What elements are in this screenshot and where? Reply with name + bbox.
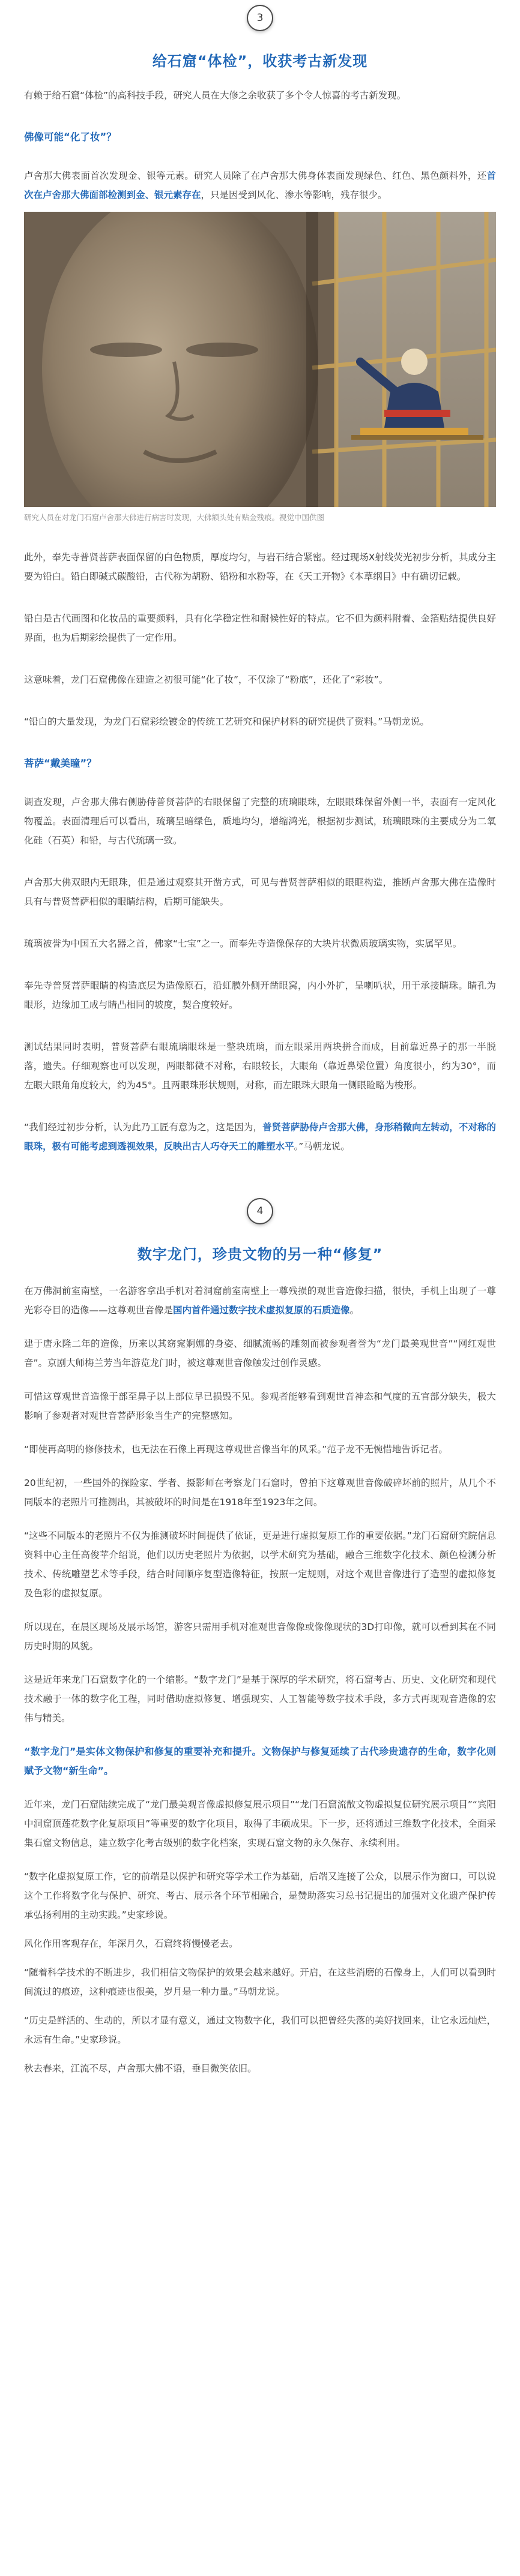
- section-4-badge-wrap: [0, 1198, 520, 1224]
- section-4-title: 数字龙门，珍贵文物的另一种“修复”: [137, 1246, 383, 1263]
- paragraph: 这意味着，龙门石窟佛像在建造之初很可能“化了妆”，不仅涂了“粉底”，还化了“彩妆”。: [24, 674, 388, 685]
- paragraph: “即使再高明的修修技术，也无法在石像上再现这尊观世音像当年的风采。”范子龙不无惋惜地告诉记者。: [24, 1444, 448, 1455]
- highlight-paragraph: “数字龙门”是实体文物保护和修复的重要补充和提升。文物保护与修复延续了古代珍贵遗存的生命，数字化则赋予文物“新生命”。: [24, 1746, 496, 1776]
- paragraph: 20世纪初，一些国外的探险家、学者、摄影师在考察龙门石窟时，曾拍下这尊观世音像破碎坏前的照片，从几个不同版本的老照片可推测出，其被破坏的时间是在1918年至1923年之间。: [24, 1478, 496, 1508]
- highlight-text: 首次在卢舍那大佛面部检测到金、银元素存在: [24, 170, 496, 200]
- subheading-makeup: 佛像可能“化了妆”？: [24, 131, 116, 143]
- closing-paragraph: 秋去春来，江流不尽，卢舍那大佛不语，垂目微笑依旧。: [24, 2063, 257, 2074]
- paragraph: 可惜这尊观世音造像于部至鼻子以上部位早已损毁不见。参观者能够看到观世音神态和气度的五官部分缺失，极大影响了参观者对观世音菩萨形象当生产的完整感知。: [24, 1391, 496, 1421]
- paragraph: 调查发现，卢舍那大佛右侧胁侍普贤菩萨的右眼保留了完整的琉璃眼珠，左眼眼珠保留外侧一半，表面有一定风化物覆盖。表面清理后可以看出，琉璃呈暗绿色，质地均匀，增缩鸿光，根据初步测试，琉璃眼珠的主要成分为二氧化硅（石英）和铅，与古代琉璃一致。: [24, 797, 496, 846]
- buddha-restoration-image: [24, 212, 496, 507]
- subheading-pupil: 菩萨“戴美瞳”？: [24, 758, 97, 769]
- paragraph: “历史是鲜活的、生动的，所以才显有意义，通过文物数字化，我们可以把曾经失落的美好找回来，让它永远灿烂，永远有生命。”史家珍说。: [24, 2015, 496, 2045]
- paragraph: 卢舍那大佛双眼内无眼珠，但是通过观察其开凿方式，可见与普贤菩萨相似的眼眶构造，推断卢舍那大佛在造像时具有与普贤菩萨相似的眼睛结构，后期可能缺失。: [24, 877, 496, 907]
- paragraph: 这是近年来龙门石窟数字化的一个缩影。“数字龙门”是基于深厚的学术研究，将石窟考古、历史、文化研究和现代技术融于一体的数字化工程，同时借助虚拟修复、增强现实、人工智能等数字技术手段，多方式再现观音造像的宏伟与精美。: [24, 1674, 496, 1724]
- paragraph: 奉先寺普贤菩萨眼睛的构造底层为造像原石，沿虹膜外侧开凿眼窝，内小外扩，呈喇叭状，用于承接睛珠。睛孔为眼形，边缘加工成与睛凸相同的坡度，契合度较好。: [24, 980, 496, 1010]
- paragraph: “铅白的大量发现，为龙门石窟彩绘镀金的传统工艺研究和保护材料的研究提供了资料。”马朝龙说。: [24, 716, 429, 727]
- paragraph: “数字化虚拟复原工作，它的前端是以保护和研究等学术工作为基础，后端又连接了公众，以展示作为窗口，可以说这个工作将数字化与保护、研究、考古、展示各个环节相融合，是赞助落实习总书记提出的加强对文化遗产保护传承弘扬利用的主动实践。”史家珍说。: [24, 1871, 496, 1920]
- highlight-text: 国内首件通过数字技术虚拟复原的石质造像: [173, 1305, 350, 1316]
- buddha-photo: [24, 212, 496, 507]
- paragraph: “我们经过初步分析，认为此乃工匠有意为之，这是因为，普贤菩萨胁侍卢舍那大佛，身形稍微向左转动，不对称的眼珠，极有可能考虑到透视效果，反映出古人巧夺天工的雕塑水平。”马朝龙说。: [24, 1122, 496, 1152]
- section-number-badge: 3: [247, 5, 273, 31]
- photo-caption: 研究人员在对龙门石窟卢舍那大佛进行病害时发现，大佛额头处有贴金残痕。视觉中国供图: [24, 513, 325, 522]
- paragraph: 铅白是古代画图和化妆品的重要颜料，具有化学稳定性和耐候性好的特点。它不但为颜料附着、金箔贴结提供良好界面，也为后期彩绘提供了一定作用。: [24, 613, 496, 643]
- paragraph: 琉璃被誉为中国五大名器之首，佛家“七宝”之一。而奉先寺造像保存的大块片状微质玻璃实物，实属罕见。: [24, 938, 462, 949]
- paragraph: 所以现在，在晨区现场及展示场馆，游客只需用手机对准观世音像像或像像现状的3D打印像，就可以看到其在不同历史时期的风貌。: [24, 1622, 496, 1652]
- section-number-badge: 4: [247, 1198, 273, 1224]
- section-3-intro: 有赖于给石窟“体检”的高科技手段，研究人员在大修之余收获了多个令人惊喜的考古新发现。: [24, 90, 407, 101]
- paragraph: 建于唐永隆二年的造像，历来以其窈窕婀娜的身姿、细腻流畅的雕刻而被参观者誉为“龙门最美观世音”“网红观世音”。京剧大师梅兰芳当年游览龙门时，被这尊观世音像触发过创作灵感。: [24, 1338, 496, 1368]
- paragraph: 近年来，龙门石窟陆续完成了“龙门最美观音像虚拟修复展示项目”“龙门石窟流散文物虚拟复位研究展示项目”“宾阳中洞窟顶莲花数字化复原项目”等重要的数字化项目，取得了丰硕成果。下一步，还将通过三维数字化技术，全面采集石窟文物信息，建立数字化考古级别的数字化档案，实现石窟文物的永久保存、永续利用。: [24, 1799, 496, 1848]
- paragraph: 卢舍那大佛表面首次发现金、银等元素。研究人员除了在卢舍那大佛身体表面发现绿色、红色、黑色颜料外，还首次在卢舍那大佛面部检测到金、银元素存在，只是因受到风化、渗水等影响，残存很少。: [24, 170, 496, 200]
- paragraph: 在万佛洞前室南壁，一名游客拿出手机对着洞窟前室南壁上一尊残损的观世音造像扫描，很快，手机上出现了一尊光彩夺目的造像——这尊观世音像是国内首件通过数字技术虚拟复原的石质造像。: [24, 1286, 496, 1316]
- paragraph: 测试结果同时表明，普贤菩萨右眼琉璃眼珠是一整块琉璃，而左眼采用两块拼合而成，目前靠近鼻子的那一半脱落，遗失。仔细观察也可以发现，两眼都微不对称，右眼较长，大眼角（靠近鼻梁位置）角度很小，约为30°，而左眼大眼角角度较大，约为45°。且两眼珠形状规则，对称，而左眼珠大眼角一侧眼睑略为梭形。: [24, 1041, 496, 1091]
- paragraph: “这些不同版本的老照片不仅为推测破坏时间提供了依证，更是进行虚拟复原工作的重要依据。”龙门石窟研究院信息资料中心主任高俊苹介绍说，他们以历史老照片为依据，以学术研究为基础，融合三维数字化技术、颜色检测分析技术、传统雕塑艺术等手段，结合时间顺序复型造像特征，按照一定规则，对这个观世音像进行了造型的虚拟修复及色彩的虚拟复原。: [24, 1530, 496, 1599]
- paragraph: 此外，奉先寺普贤菩萨表面保留的白色物质，厚度均匀，与岩石结合紧密。经过现场X射线荧光初步分析，其成分主要为铅白。铅白即碱式碳酸铅，古代称为胡粉、铅粉和水粉等，在《天工开物》《本草纲目》中有确切记载。: [24, 552, 496, 582]
- section-3-title: 给石窟“体检”，收获考古新发现: [152, 53, 368, 70]
- paragraph: 风化作用客观存在，年深月久，石窟终将慢慢老去。: [24, 1938, 238, 1949]
- paragraph: “随着科学技术的不断进步，我们相信文物保护的效果会越来越好。开启，在这些消磨的石像身上，人们可以看到时间流过的痕迹，这种痕迹也很美，岁月是一种力量。”马朝龙说。: [24, 1967, 496, 1997]
- highlight-text: 普贤菩萨胁侍卢舍那大佛，身形稍微向左转动，不对称的眼珠，极有可能考虑到透视效果，反映出古人巧夺天工的雕塑水平: [24, 1122, 496, 1152]
- section-3-badge-wrap: [0, 5, 520, 31]
